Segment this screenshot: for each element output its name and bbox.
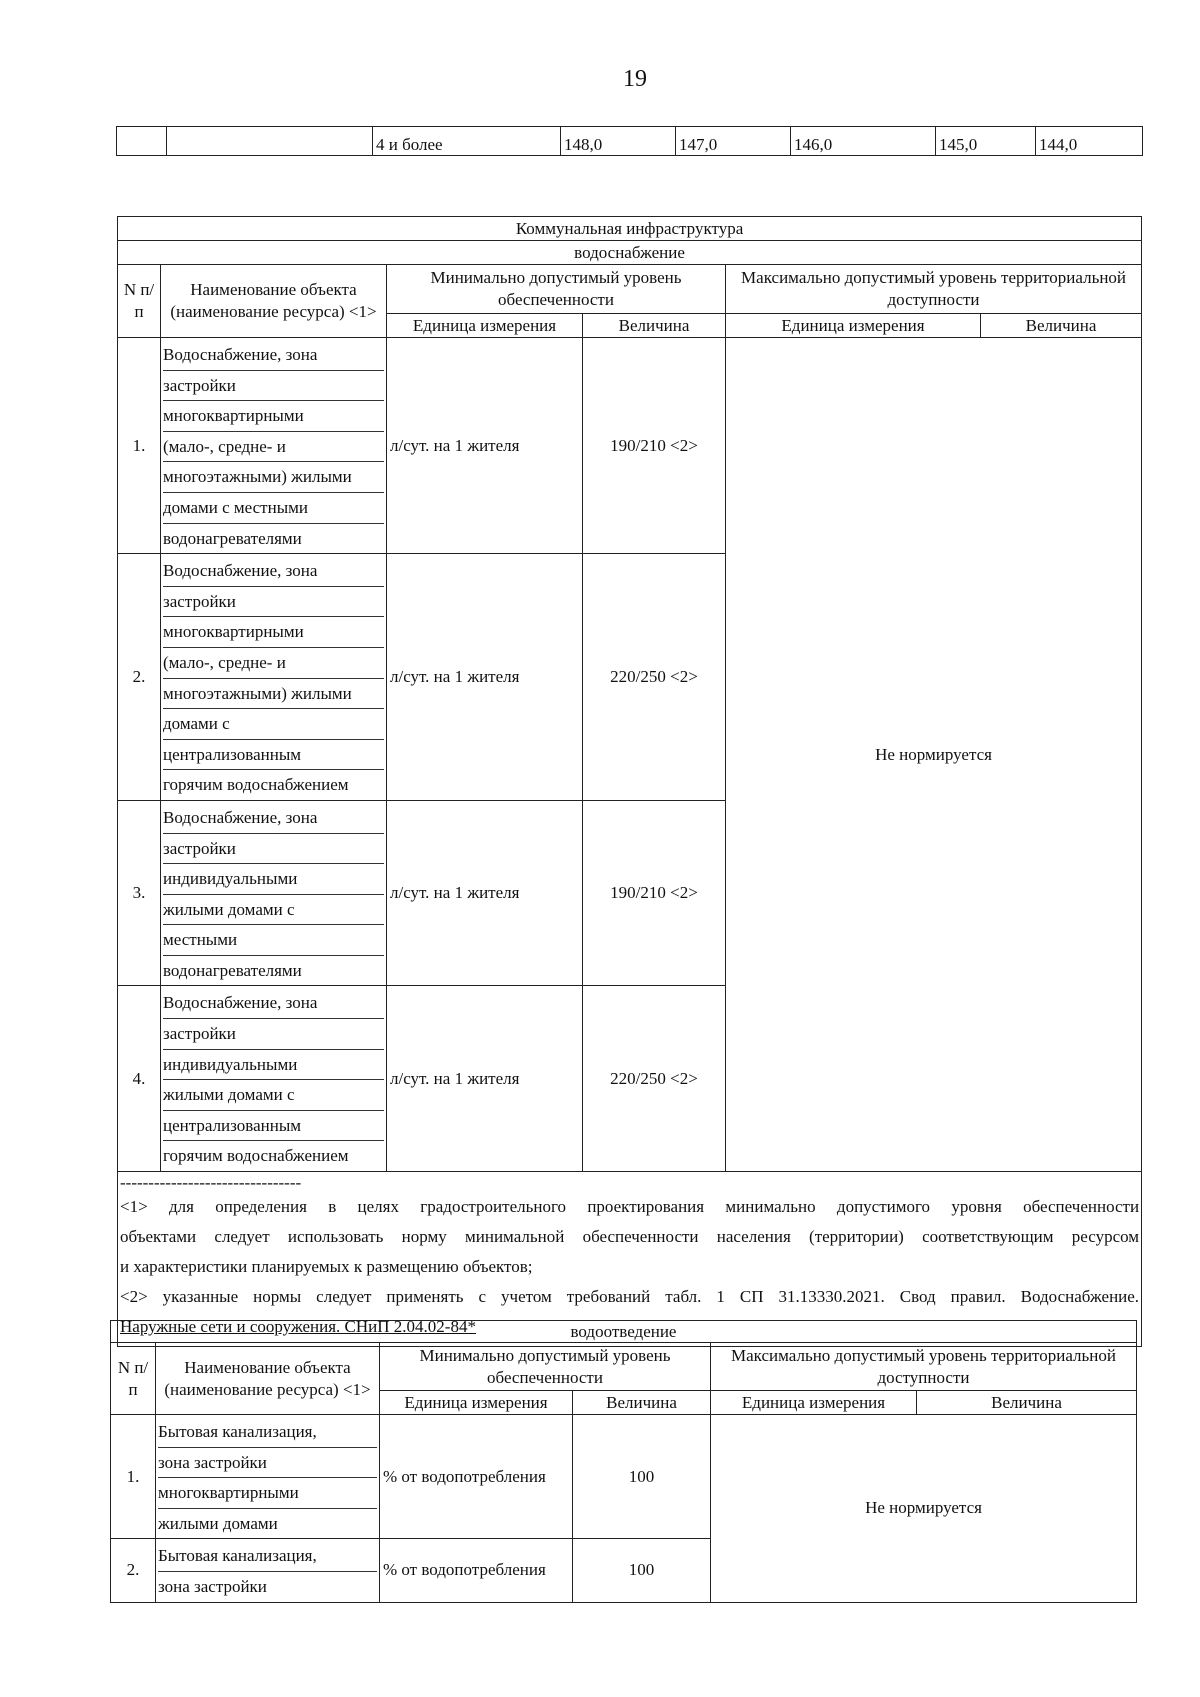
header-unit: Единица измерения [387, 314, 583, 338]
value-cell: 220/250 <2> [583, 554, 726, 801]
footnote-line: Наружные сети и сооружения. СНиП 2.04.02-84* [120, 1317, 476, 1337]
name-line: домами с местными [163, 493, 384, 524]
object-name [161, 554, 387, 801]
water-supply-table [117, 216, 1142, 1347]
object-name [161, 338, 387, 554]
header-row [111, 1343, 1137, 1391]
value-cell: 190/210 <2> [583, 800, 726, 986]
row-number: 1. [111, 1415, 156, 1539]
continuation-table [116, 126, 1143, 156]
name-line: индивидуальными [163, 1050, 384, 1081]
value-cell: 190/210 <2> [583, 338, 726, 554]
footnote-line: <1> для определения в целях градостроительного проектирования минимально допустимого уровня обеспеченности [120, 1197, 1140, 1217]
name-line: Водоснабжение, зона [163, 340, 384, 371]
object-name [156, 1415, 380, 1539]
object-name [156, 1539, 380, 1602]
table-cell: 144,0 [1036, 127, 1143, 156]
name-line: застройки [163, 587, 384, 618]
name-line: Водоснабжение, зона [163, 988, 384, 1019]
header-name: Наименование объекта (наименование ресурса) <1> [161, 265, 387, 338]
table-row [117, 127, 1143, 156]
table-cell [167, 127, 373, 156]
row-number: 2. [111, 1539, 156, 1602]
name-line: застройки [163, 1019, 384, 1050]
header-min-level: Минимально допустимый уровень обеспеченности [387, 265, 726, 314]
value-cell: 100 [573, 1415, 711, 1539]
name-line: многоквартирными [158, 1478, 377, 1509]
name-line: застройки [163, 371, 384, 402]
name-line: домами с [163, 709, 384, 740]
table-row [118, 241, 1142, 265]
object-name [161, 986, 387, 1172]
header-max-level: Максимально допустимый уровень территориальной доступности [711, 1343, 1137, 1391]
footnote-separator: -------------------------------- [120, 1173, 302, 1193]
name-line: застройки [163, 834, 384, 865]
table-cell: 4 и более [373, 127, 561, 156]
not-normed-cell: Не нормируется [726, 338, 1142, 1172]
header-value: Величина [981, 314, 1142, 338]
name-line: централизованным [163, 1111, 384, 1142]
name-line: горячим водоснабжением [163, 775, 349, 795]
object-name [161, 800, 387, 986]
unit-cell: л/сут. на 1 жителя [387, 986, 583, 1172]
name-line: Бытовая канализация, [158, 1541, 377, 1572]
table-row [111, 1415, 1137, 1539]
footnote-line: <2> указанные нормы следует применять с учетом требований табл. 1 СП 31.13330.2021. Свод правил. Водоснабжение. [120, 1287, 1140, 1307]
name-line: жилыми домами [158, 1513, 278, 1533]
header-unit: Единица измерения [726, 314, 981, 338]
header-unit: Единица измерения [711, 1391, 917, 1415]
not-normed-cell: Не нормируется [711, 1415, 1137, 1603]
name-line: индивидуальными [163, 864, 384, 895]
name-line: зона застройки [158, 1576, 267, 1596]
name-line: горячим водоснабжением [163, 1146, 349, 1166]
header-max-level: Максимально допустимый уровень территориальной доступности [726, 265, 1142, 314]
page-number: 19 [623, 66, 647, 92]
header-num: N п/п [111, 1343, 156, 1415]
value-cell: 220/250 <2> [583, 986, 726, 1172]
name-line: многоквартирными [163, 617, 384, 648]
row-number: 3. [118, 800, 161, 986]
unit-cell: % от водопотребления [380, 1415, 573, 1539]
unit-cell: л/сут. на 1 жителя [387, 800, 583, 986]
section-subtitle: водоотведение [111, 1321, 1137, 1343]
table-cell: 147,0 [676, 127, 791, 156]
header-num: N п/п [118, 265, 161, 338]
unit-cell: л/сут. на 1 жителя [387, 338, 583, 554]
table-row [118, 338, 1142, 554]
sewerage-table [110, 1320, 1137, 1603]
table-row [118, 217, 1142, 241]
row-number: 2. [118, 554, 161, 801]
name-line: Водоснабжение, зона [163, 803, 384, 834]
table-cell: 145,0 [936, 127, 1036, 156]
header-name: Наименование объекта (наименование ресурса) <1> [156, 1343, 380, 1415]
name-line: водонагревателями [163, 528, 302, 548]
name-line: местными [163, 925, 384, 956]
value-cell: 100 [573, 1539, 711, 1602]
name-line: многоквартирными [163, 401, 384, 432]
name-line: централизованным [163, 740, 384, 771]
name-line: водонагревателями [163, 960, 302, 980]
table-cell: 146,0 [791, 127, 936, 156]
name-line: жилыми домами с [163, 895, 384, 926]
unit-cell: л/сут. на 1 жителя [387, 554, 583, 801]
section-subtitle: водоснабжение [118, 241, 1142, 265]
header-min-level: Минимально допустимый уровень обеспеченности [380, 1343, 711, 1391]
name-line: (мало-, средне- и [163, 648, 384, 679]
table-cell [117, 127, 167, 156]
header-value: Величина [583, 314, 726, 338]
header-unit: Единица измерения [380, 1391, 573, 1415]
header-value: Величина [917, 1391, 1137, 1415]
footnote-line: объектами следует использовать норму минимальной обеспеченности населения (территории) соответствующим ресурсом [120, 1227, 1140, 1247]
name-line: жилыми домами с [163, 1080, 384, 1111]
header-value: Величина [573, 1391, 711, 1415]
name-line: (мало-, средне- и [163, 432, 384, 463]
name-line: Бытовая канализация, [158, 1417, 377, 1448]
footnote-line: и характеристики планируемых к размещению объектов; [120, 1257, 533, 1277]
section-title: Коммунальная инфраструктура [118, 217, 1142, 241]
name-line: многоэтажными) жилыми [163, 679, 384, 710]
name-line: Водоснабжение, зона [163, 556, 384, 587]
table-row [111, 1321, 1137, 1343]
name-line: многоэтажными) жилыми [163, 462, 384, 493]
header-row [118, 265, 1142, 314]
name-line: зона застройки [158, 1448, 377, 1479]
row-number: 4. [118, 986, 161, 1172]
table-cell: 148,0 [561, 127, 676, 156]
unit-cell: % от водопотребления [380, 1539, 573, 1602]
row-number: 1. [118, 338, 161, 554]
